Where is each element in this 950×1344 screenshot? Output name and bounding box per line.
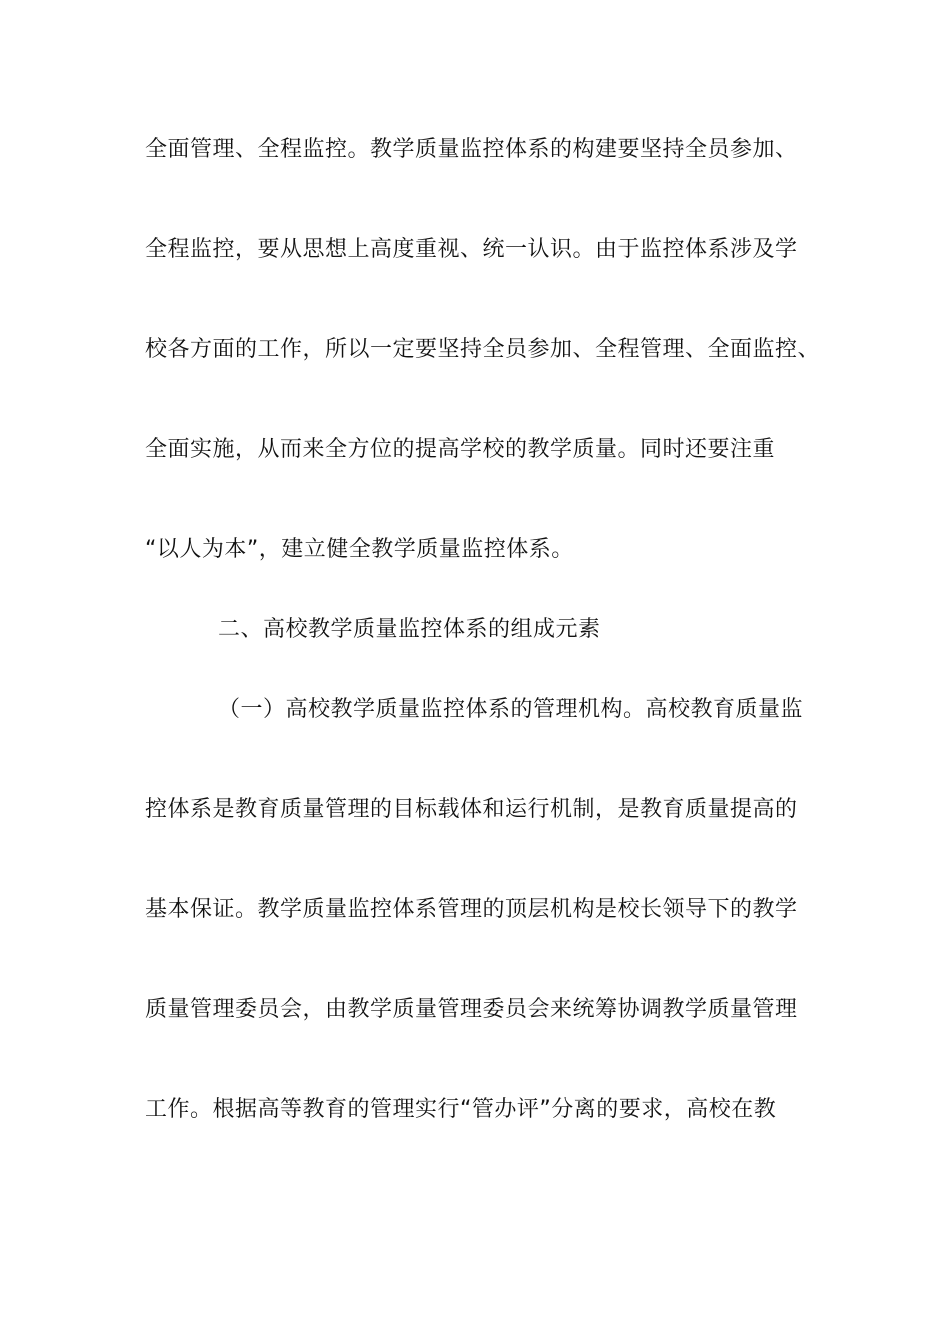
- paragraph-line: 全面实施，从而来全方位的提高学校的教学质量。同时还要注重: [145, 437, 776, 462]
- paragraph-line: 全面管理、全程监控。教学质量监控体系的构建要坚持全员参加、: [145, 137, 798, 162]
- section-heading: 二、高校教学质量监控体系的组成元素: [218, 617, 601, 642]
- subsection-heading-line: （一）高校教学质量监控体系的管理机构。高校教育质量监: [218, 697, 804, 722]
- paragraph-line: 校各方面的工作，所以一定要坚持全员参加、全程管理、全面监控、: [145, 337, 821, 362]
- paragraph-line: “以人为本”，建立健全教学质量监控体系。: [145, 537, 574, 562]
- paragraph-line: 基本保证。教学质量监控体系管理的顶层机构是校长领导下的教学: [145, 897, 798, 922]
- paragraph-line: 全程监控，要从思想上高度重视、统一认识。由于监控体系涉及学: [145, 237, 798, 262]
- paragraph-line: 质量管理委员会，由教学质量管理委员会来统筹协调教学质量管理: [145, 997, 798, 1022]
- paragraph-line: 控体系是教育质量管理的目标载体和运行机制，是教育质量提高的: [145, 797, 798, 822]
- paragraph-line: 工作。根据高等教育的管理实行“管办评”分离的要求，高校在教: [145, 1097, 777, 1122]
